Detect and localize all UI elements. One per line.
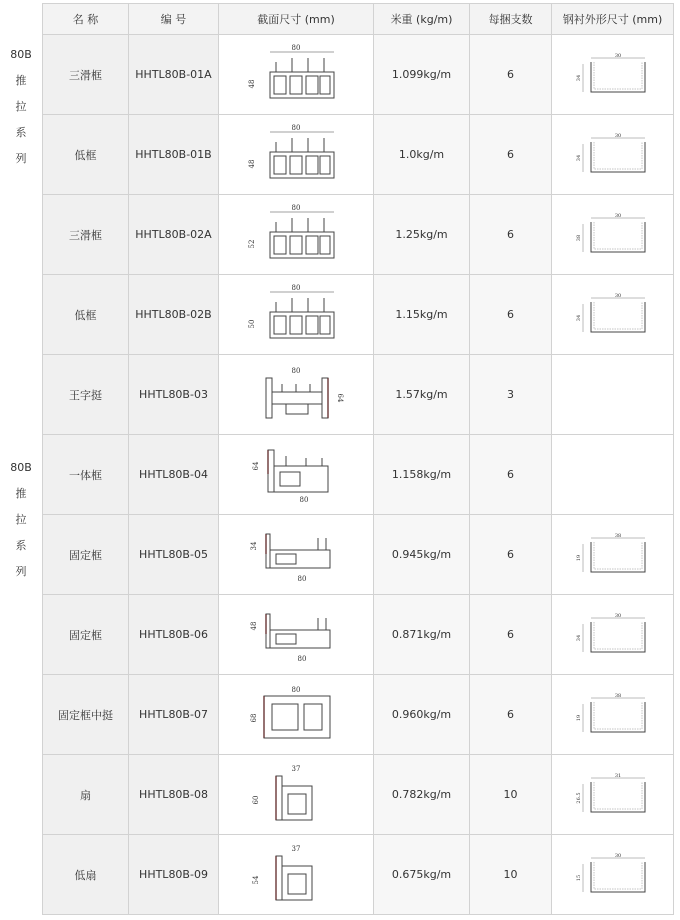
steel-height-label: 19 — [575, 714, 582, 721]
profile-name: 固定框 — [43, 515, 129, 595]
profile-code: HHTL80B-07 — [129, 675, 219, 755]
steel-width-label: 30 — [614, 52, 621, 59]
bundle-count: 6 — [470, 435, 552, 515]
section-height-label: 54 — [252, 875, 260, 884]
bundle-count: 3 — [470, 355, 552, 435]
table-header-row — [43, 4, 674, 35]
section-drawing — [219, 435, 374, 515]
table-row — [43, 755, 674, 835]
table-row — [43, 515, 674, 595]
section-height-label: 34 — [250, 541, 258, 550]
steel-liner-drawing — [552, 675, 674, 755]
header-weight: 米重 (kg/m) — [374, 4, 470, 35]
section-drawing — [219, 275, 374, 355]
series-char: 系 — [15, 539, 27, 552]
steel-width-label: 30 — [614, 612, 621, 619]
steel-width-label: 38 — [614, 692, 621, 699]
header-section: 截面尺寸 (mm) — [219, 4, 374, 35]
profile-weight: 0.945kg/m — [374, 515, 470, 595]
section-width-label: 80 — [291, 685, 301, 694]
profile-code: HHTL80B-01B — [129, 115, 219, 195]
profile-name: 三滑框 — [43, 195, 129, 275]
steel-liner-drawing — [552, 515, 674, 595]
section-height-label: 60 — [252, 795, 260, 804]
steel-liner-drawing — [552, 835, 674, 915]
section-drawing — [219, 675, 374, 755]
series-char: 拉 — [15, 513, 27, 526]
steel-height-label: 26.5 — [575, 791, 582, 804]
steel-width-label: 30 — [614, 212, 621, 219]
steel-height-label: 34 — [575, 634, 582, 641]
bundle-count: 10 — [470, 835, 552, 915]
section-width-label: 80 — [291, 203, 301, 212]
table-row — [43, 595, 674, 675]
profile-weight: 0.675kg/m — [374, 835, 470, 915]
bundle-count: 6 — [470, 115, 552, 195]
header-bundle: 每捆支数 — [470, 4, 552, 35]
profile-name: 固定框 — [43, 595, 129, 675]
steel-height-label: 34 — [575, 154, 582, 161]
steel-height-label: 38 — [575, 234, 582, 241]
table-row — [43, 195, 674, 275]
profile-name: 低框 — [43, 275, 129, 355]
profile-name: 三滑框 — [43, 35, 129, 115]
series-char: 80B — [10, 48, 32, 61]
profile-weight: 1.15kg/m — [374, 275, 470, 355]
section-width-label: 37 — [291, 844, 301, 853]
section-width-label: 80 — [291, 366, 301, 375]
series-sidebar — [0, 0, 42, 920]
section-drawing — [219, 595, 374, 675]
steel-liner-drawing — [552, 595, 674, 675]
profile-weight: 0.960kg/m — [374, 675, 470, 755]
steel-height-label: 19 — [575, 554, 582, 561]
section-height-label: 64 — [336, 393, 344, 402]
steel-height-label: 15 — [575, 874, 582, 881]
series-char: 列 — [15, 152, 27, 165]
profile-weight: 1.099kg/m — [374, 35, 470, 115]
profile-weight: 1.25kg/m — [374, 195, 470, 275]
section-drawing — [219, 195, 374, 275]
steel-height-label: 34 — [575, 74, 582, 81]
profile-code: HHTL80B-08 — [129, 755, 219, 835]
profile-weight: 0.782kg/m — [374, 755, 470, 835]
section-drawing — [219, 35, 374, 115]
profile-code: HHTL80B-02B — [129, 275, 219, 355]
steel-liner-drawing — [552, 355, 674, 435]
section-width-label: 80 — [291, 43, 301, 52]
section-height-label: 48 — [248, 79, 256, 88]
profile-code: HHTL80B-06 — [129, 595, 219, 675]
steel-height-label: 34 — [575, 314, 582, 321]
steel-width-label: 38 — [614, 532, 621, 539]
section-width-label: 37 — [291, 764, 301, 773]
table-row — [43, 435, 674, 515]
bundle-count: 6 — [470, 515, 552, 595]
section-width-label: 80 — [297, 654, 307, 663]
steel-liner-drawing — [552, 35, 674, 115]
bundle-count: 6 — [470, 275, 552, 355]
table-row — [43, 355, 674, 435]
steel-width-label: 31 — [614, 772, 621, 779]
section-height-label: 64 — [252, 461, 260, 470]
profile-name: 一体框 — [43, 435, 129, 515]
profile-code: HHTL80B-01A — [129, 35, 219, 115]
profile-code: HHTL80B-09 — [129, 835, 219, 915]
section-width-label: 80 — [297, 574, 307, 583]
bundle-count: 10 — [470, 755, 552, 835]
series-char: 列 — [15, 565, 27, 578]
section-height-label: 68 — [250, 713, 258, 722]
section-height-label: 50 — [248, 319, 256, 328]
series-char: 推 — [15, 487, 27, 500]
profile-code: HHTL80B-03 — [129, 355, 219, 435]
table-row — [43, 275, 674, 355]
section-height-label: 52 — [248, 239, 256, 248]
profile-code: HHTL80B-02A — [129, 195, 219, 275]
profile-weight: 1.0kg/m — [374, 115, 470, 195]
table-row — [43, 35, 674, 115]
profile-weight: 1.158kg/m — [374, 435, 470, 515]
steel-liner-drawing — [552, 755, 674, 835]
section-width-label: 80 — [299, 495, 309, 504]
steel-liner-drawing — [552, 115, 674, 195]
table-row — [43, 115, 674, 195]
section-drawing — [219, 355, 374, 435]
header-code: 编 号 — [129, 4, 219, 35]
steel-liner-drawing — [552, 435, 674, 515]
profile-name: 扇 — [43, 755, 129, 835]
steel-width-label: 30 — [614, 132, 621, 139]
steel-liner-drawing — [552, 195, 674, 275]
profile-spec-table — [42, 3, 674, 915]
bundle-count: 6 — [470, 675, 552, 755]
table-row — [43, 835, 674, 915]
steel-liner-drawing — [552, 275, 674, 355]
bundle-count: 6 — [470, 595, 552, 675]
series-label-bottom — [0, 455, 42, 585]
profile-name: 固定框中挺 — [43, 675, 129, 755]
section-height-label: 48 — [250, 621, 258, 630]
header-steel: 钢衬外形尺寸 (mm) — [552, 4, 674, 35]
profile-code: HHTL80B-04 — [129, 435, 219, 515]
series-char: 拉 — [15, 100, 27, 113]
profile-name: 低框 — [43, 115, 129, 195]
section-drawing — [219, 755, 374, 835]
section-drawing — [219, 835, 374, 915]
header-name: 名 称 — [43, 4, 129, 35]
profile-code: HHTL80B-05 — [129, 515, 219, 595]
series-char: 系 — [15, 126, 27, 139]
bundle-count: 6 — [470, 195, 552, 275]
profile-weight: 1.57kg/m — [374, 355, 470, 435]
table-row — [43, 675, 674, 755]
section-width-label: 80 — [291, 283, 301, 292]
section-height-label: 48 — [248, 159, 256, 168]
section-drawing — [219, 515, 374, 595]
section-drawing — [219, 115, 374, 195]
series-char: 推 — [15, 74, 27, 87]
series-label-top — [0, 42, 42, 172]
steel-width-label: 30 — [614, 292, 621, 299]
section-width-label: 80 — [291, 123, 301, 132]
profile-weight: 0.871kg/m — [374, 595, 470, 675]
series-char: 80B — [10, 461, 32, 474]
profile-name: 王字挺 — [43, 355, 129, 435]
bundle-count: 6 — [470, 35, 552, 115]
profile-name: 低扇 — [43, 835, 129, 915]
steel-width-label: 30 — [614, 852, 621, 859]
